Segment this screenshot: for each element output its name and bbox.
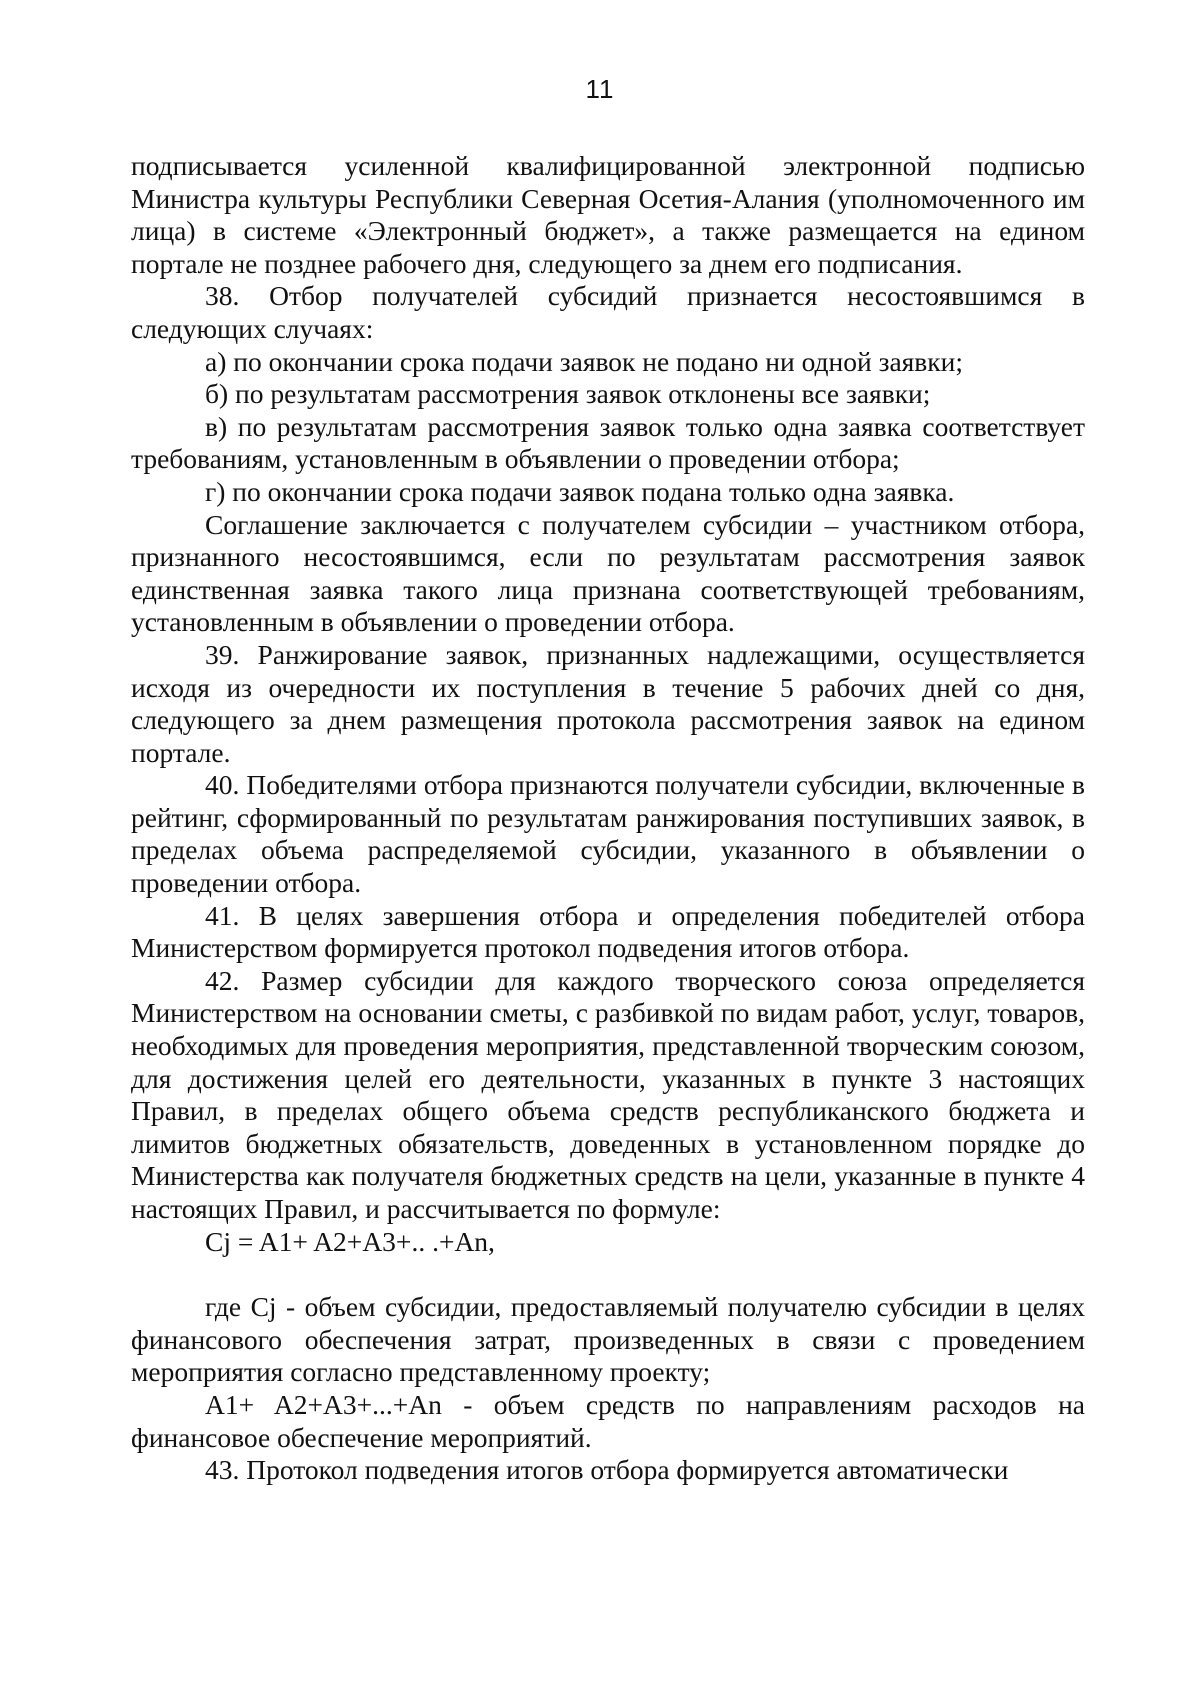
page-number: 11: [585, 74, 615, 104]
paragraph-item-38: 38. Отбор получателей субсидий признается несостоявшимся в следующих случаях:: [131, 280, 1085, 344]
paragraph-agreement: Соглашение заключается с получателем субсидии – участником отбора, признанного несостоявшимся, если по результатам рассмотрения заявок единственная заявка такого лица признана соответствующей требованиям, установленным в объявлении о проведении отбора.: [131, 508, 1085, 638]
document-body: [131, 150, 1085, 1487]
paragraph-item-40: 40. Победителями отбора признаются получатели субсидии, включенные в рейтинг, сформированный по результатам ранжирования поступивших заявок, в пределах объема распределяемой субсидии, указанного в объявлении о проведении отбора.: [131, 769, 1085, 899]
list-item-b: б) по результатам рассмотрения заявок отклонены все заявки;: [205, 378, 931, 410]
list-item-v: в) по результатам рассмотрения заявок только одна заявка соответствует требованиям, установленным в объявлении о проведении отбора;: [131, 410, 1085, 475]
list-item-g: г) по окончании срока подачи заявок подана только одна заявка.: [205, 475, 955, 507]
paragraph-item-39: 39. Ранжирование заявок, признанных надлежащими, осуществляется исходя из очередности их поступления в течение 5 рабочих дней со дня, следующего за днем размещения протокола рассмотрения заявок на едином портале.: [131, 638, 1085, 768]
paragraph-formula-definition-a: A1+ A2+A3+...+An - объем средств по направлениям расходов на финансовое обеспечение мероприятий.: [131, 1388, 1085, 1453]
paragraph-item-41: 41. В целях завершения отбора и определения победителей отбора Министерством формируется протокол подведения итогов отбора.: [131, 899, 1085, 964]
list-item-a: а) по окончании срока подачи заявок не подано ни одной заявки;: [205, 345, 963, 377]
paragraph-continuation: подписывается усиленной квалифицированной электронной подписью Министра культуры Республики Северная Осетия-Алания (уполномоченного им лица) в системе «Электронный бюджет», а также размещается на едином портале не позднее рабочего дня, следующего за днем его подписания.: [131, 150, 1085, 279]
paragraph-item-43: 43. Протокол подведения итогов отбора формируется автоматически: [205, 1454, 1009, 1486]
formula: Cj = A1+ A2+A3+.. .+An,: [205, 1225, 495, 1257]
paragraph-formula-definition-cj: где Cj - объем субсидии, предоставляемый получателю субсидии в целях финансового обеспечения затрат, произведенных в связи с проведением мероприятия согласно представленному проекту;: [131, 1291, 1085, 1388]
paragraph-item-42: 42. Размер субсидии для каждого творческого союза определяется Министерством на основании сметы, с разбивкой по видам работ, услуг, товаров, необходимых для проведения мероприятия, представленной творческим союзом, для достижения целей его деятельности, указанных в пункте 3 настоящих Правил, в пределах общего объема средств республиканского бюджета и лимитов бюджетных обязательств, доведенных в установленном порядке до Министерства как получателя бюджетных средств на цели, указанные в пункте 4 настоящих Правил, и рассчитывается по формуле:: [131, 964, 1085, 1224]
